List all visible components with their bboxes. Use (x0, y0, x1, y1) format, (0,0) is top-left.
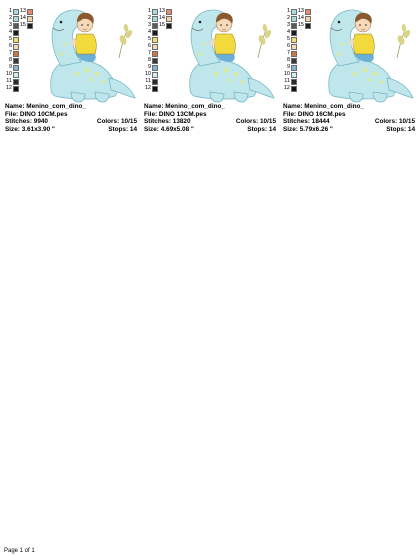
thread-swatch-row (5, 29, 19, 36)
page-number: Page 1 of 1 (4, 548, 35, 554)
thread-swatch-row (144, 22, 172, 29)
boy-arm (350, 38, 354, 46)
info-stitches: Stitches: 9940 (5, 118, 48, 126)
thread-number: 7 (286, 50, 290, 56)
thread-color-swatch (291, 51, 297, 57)
boy-with-dinosaur-illustration (309, 0, 416, 104)
thread-color-swatch (152, 79, 158, 85)
design-info (283, 103, 416, 133)
design-panel-1 (5, 0, 143, 140)
thread-color-swatch (152, 37, 158, 43)
plant (257, 24, 272, 58)
info-size: Size: 4.69x5.08 " (144, 125, 194, 133)
thread-number: 14 (158, 15, 165, 21)
thread-swatch-row (144, 15, 172, 22)
thread-swatch-row (283, 36, 297, 43)
stitches-and-colors (283, 118, 416, 126)
thread-color-swatch (291, 30, 297, 36)
thread-swatch-row (5, 50, 19, 57)
design-file (144, 111, 282, 119)
info-name: Name: Menino_com_dino_ (144, 103, 225, 110)
info-name: Name: Menino_com_dino_ (283, 103, 364, 110)
thread-color-swatch (13, 79, 19, 85)
thread-swatch-row (144, 64, 158, 71)
boy-shirt (354, 34, 375, 54)
thread-number: 2 (286, 15, 290, 21)
design-name (5, 103, 143, 111)
thread-number: 12 (144, 85, 151, 91)
thread-number: 9 (147, 64, 151, 70)
info-size: Size: 5.79x6.26 " (283, 125, 333, 133)
thread-color-swatch (152, 72, 158, 78)
thread-color-swatch (152, 30, 158, 36)
dino-eye (199, 21, 202, 24)
dino-leg-back (95, 92, 109, 102)
info-file: File: DINO 10CM.pes (5, 110, 68, 118)
dino-eye (338, 21, 341, 24)
info-colors: Colors: 10/15 (96, 118, 137, 126)
design-file (283, 111, 416, 119)
thread-swatch-row (283, 8, 311, 15)
design-name (283, 103, 416, 111)
dino-leg-front (71, 92, 85, 102)
thread-color-swatch (291, 86, 297, 92)
info-colors: Colors: 10/15 (374, 118, 415, 126)
boy-arm (211, 38, 215, 46)
thread-number: 9 (8, 64, 12, 70)
thread-swatch-row (144, 85, 158, 92)
thread-swatch-row (5, 22, 33, 29)
thread-swatch-row (144, 78, 158, 85)
thread-color-swatch (152, 65, 158, 71)
plant (118, 24, 133, 58)
dino-leg-back (373, 92, 387, 102)
info-name: Name: Menino_com_dino_ (5, 103, 86, 110)
boy-with-dinosaur-illustration (170, 0, 280, 104)
info-stops: Stops: 14 (108, 125, 137, 133)
info-size: Size: 3.61x3.90 " (5, 125, 55, 133)
thread-swatch-row (5, 71, 19, 78)
thread-color-list (144, 8, 170, 104)
thread-number: 5 (8, 36, 12, 42)
thread-swatch-row (283, 78, 297, 85)
thread-number: 12 (283, 85, 290, 91)
design-file (5, 111, 143, 119)
thread-number: 1 (147, 8, 151, 14)
thread-color-swatch (13, 58, 19, 64)
design-info (5, 103, 143, 133)
thread-swatch-row (5, 64, 19, 71)
thread-number: 2 (147, 15, 151, 21)
thread-number: 2 (8, 15, 12, 21)
thread-swatch-row (5, 57, 19, 64)
embroidery-preview (309, 0, 416, 104)
thread-number: 10 (144, 71, 151, 77)
thread-number: 15 (158, 22, 165, 28)
info-colors: Colors: 10/15 (235, 118, 276, 126)
dino-leg-front (349, 92, 363, 102)
thread-number: 8 (286, 57, 290, 63)
thread-swatch-row (5, 15, 33, 22)
thread-swatch-row (144, 36, 158, 43)
info-stops: Stops: 14 (386, 125, 415, 133)
thread-swatch-row (283, 15, 311, 22)
thread-color-swatch (13, 86, 19, 92)
thread-number: 13 (158, 8, 165, 14)
stitches-and-colors (5, 118, 143, 126)
design-info (144, 103, 282, 133)
info-file: File: DINO 16CM.pes (283, 110, 346, 118)
thread-color-swatch (152, 51, 158, 57)
size-and-stops (283, 126, 416, 134)
thread-number: 1 (286, 8, 290, 14)
thread-number: 7 (8, 50, 12, 56)
thread-color-swatch (13, 44, 19, 50)
info-stops: Stops: 14 (247, 125, 276, 133)
thread-number: 14 (19, 15, 26, 21)
thread-number: 15 (297, 22, 304, 28)
thread-color-swatch (152, 86, 158, 92)
thread-swatch-row (144, 43, 158, 50)
thread-swatch-row (283, 57, 297, 64)
thread-number: 3 (8, 22, 12, 28)
boy-shirt (76, 34, 97, 54)
thread-number: 10 (283, 71, 290, 77)
thread-swatch-row (283, 71, 297, 78)
thread-number: 11 (145, 78, 151, 84)
thread-number: 4 (147, 29, 151, 35)
thread-number: 4 (8, 29, 12, 35)
dino-leg-back (234, 92, 248, 102)
thread-swatch-row (283, 22, 311, 29)
thread-swatch-row (144, 57, 158, 64)
dino-eye (60, 21, 63, 24)
thread-color-swatch (291, 37, 297, 43)
dino-leg-front (210, 92, 224, 102)
thread-number: 3 (147, 22, 151, 28)
stitches-and-colors (144, 118, 282, 126)
thread-swatch-row (5, 36, 19, 43)
size-and-stops (5, 126, 143, 134)
thread-number: 15 (19, 22, 26, 28)
thread-swatch-row (144, 8, 172, 15)
thread-swatch-row (5, 85, 19, 92)
thread-number: 11 (6, 78, 12, 84)
thread-swatch-row (144, 50, 158, 57)
thread-number: 14 (297, 15, 304, 21)
thread-color-list (5, 8, 31, 104)
design-panel-3 (283, 0, 416, 140)
thread-swatch-row (144, 71, 158, 78)
thread-number: 8 (147, 57, 151, 63)
thread-number: 3 (286, 22, 290, 28)
thread-number: 5 (286, 36, 290, 42)
size-and-stops (144, 126, 282, 134)
thread-swatch-row (283, 29, 297, 36)
info-stitches: Stitches: 13820 (144, 118, 191, 126)
thread-swatch-row (5, 78, 19, 85)
thread-color-swatch (291, 79, 297, 85)
thread-swatch-row (283, 85, 297, 92)
info-stitches: Stitches: 18444 (283, 118, 330, 126)
thread-number: 9 (286, 64, 290, 70)
thread-color-swatch (291, 44, 297, 50)
thread-number: 6 (147, 43, 151, 49)
thread-swatch-row (283, 43, 297, 50)
thread-swatch-row (144, 29, 158, 36)
thread-swatch-row (5, 43, 19, 50)
thread-color-swatch (13, 30, 19, 36)
thread-color-swatch (13, 65, 19, 71)
thread-number: 5 (147, 36, 151, 42)
thread-number: 4 (286, 29, 290, 35)
info-file: File: DINO 13CM.pes (144, 110, 207, 118)
thread-color-swatch (291, 65, 297, 71)
thread-color-swatch (13, 51, 19, 57)
thread-swatch-row (283, 64, 297, 71)
boy-shirt (215, 34, 236, 54)
thread-number: 1 (8, 8, 12, 14)
thread-color-list (283, 8, 309, 104)
thread-number: 10 (5, 71, 12, 77)
thread-swatch-row (5, 8, 33, 15)
thread-number: 13 (297, 8, 304, 14)
thread-color-swatch (152, 58, 158, 64)
thread-number: 7 (147, 50, 151, 56)
thread-color-swatch (291, 58, 297, 64)
thread-color-swatch (13, 72, 19, 78)
thread-number: 8 (8, 57, 12, 63)
boy-arm (72, 38, 76, 46)
thread-color-swatch (152, 44, 158, 50)
thread-swatch-row (283, 50, 297, 57)
thread-color-swatch (13, 37, 19, 43)
embroidery-preview (31, 0, 141, 104)
thread-color-swatch (291, 72, 297, 78)
plant (396, 24, 411, 58)
boy-with-dinosaur-illustration (31, 0, 141, 104)
thread-number: 13 (19, 8, 26, 14)
thread-number: 11 (284, 78, 290, 84)
thread-number: 6 (286, 43, 290, 49)
embroidery-preview (170, 0, 280, 104)
design-panel-2 (144, 0, 282, 140)
thread-number: 12 (5, 85, 12, 91)
design-name (144, 103, 282, 111)
thread-number: 6 (8, 43, 12, 49)
